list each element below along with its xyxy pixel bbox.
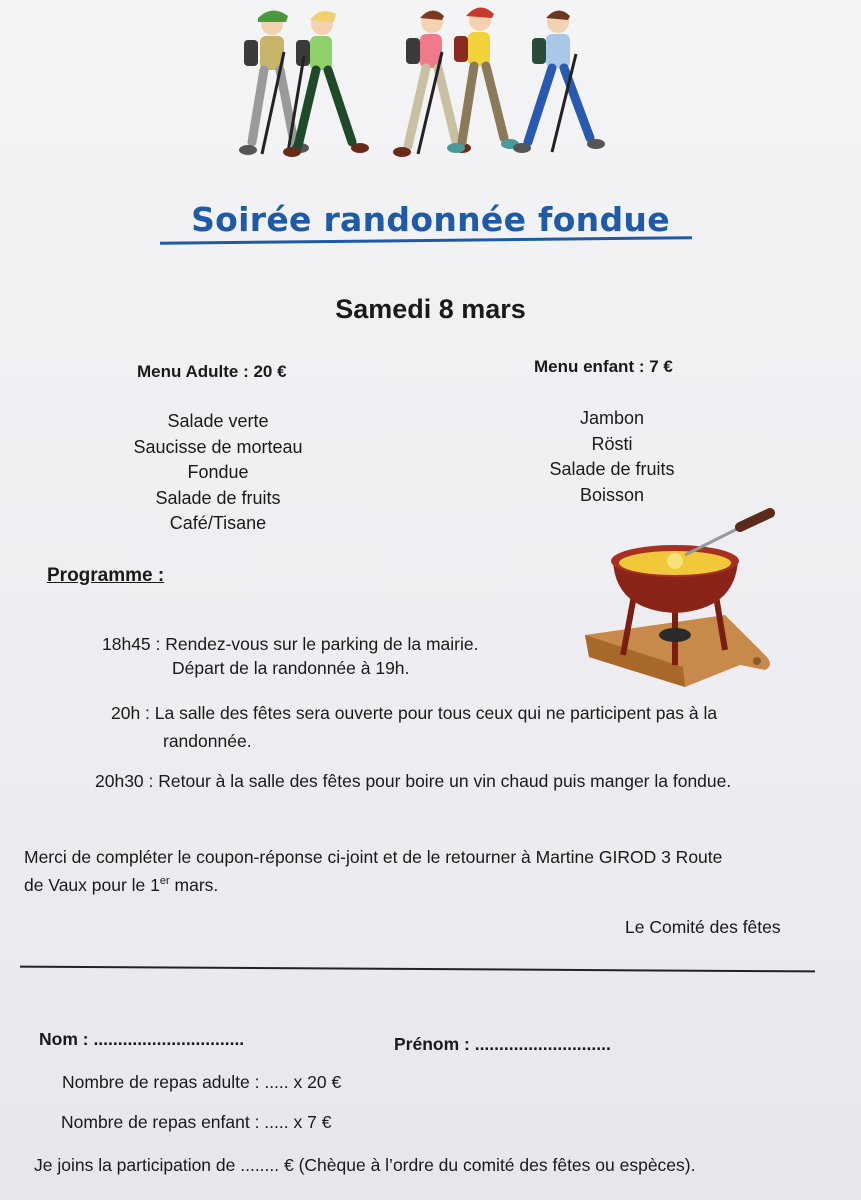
menu-child-item: Boisson — [579, 484, 645, 505]
menu-adult-item: Fondue — [187, 462, 249, 482]
ordinal-suffix: er — [159, 875, 170, 888]
menu-adult-item: Saucisse de morteau — [133, 436, 303, 457]
programme-entry-line: 20h : La salle des fêtes sera ouverte pour tous ceux qui ne participent pas à la — [111, 703, 718, 723]
nom-field: Nom : ............................... — [39, 1029, 245, 1049]
repas-adulte-field: Nombre de repas adulte : ..... x 20 € — [62, 1072, 342, 1092]
menu-adult-item: Salade verte — [167, 411, 269, 431]
coupon-message-line — [24, 871, 722, 899]
menu-adult-heading: Menu Adulte : 20 € — [137, 362, 287, 381]
menu-adult-list — [112, 409, 324, 537]
programme-entry-2 — [111, 701, 717, 753]
signature: Le Comité des fêtes — [625, 917, 781, 937]
programme-entry-line: Départ de la randonnée à 19h. — [172, 658, 410, 678]
programme-entry-3: 20h30 : Retour à la salle des fêtes pour boire un vin chaud puis manger la fondue. — [95, 771, 732, 791]
event-date: Samedi 8 mars — [335, 294, 526, 324]
cut-line — [20, 966, 815, 973]
programme-entry-line: 18h45 : Rendez-vous sur le parking de la mairie. — [102, 634, 479, 654]
menu-adult-item: Café/Tisane — [169, 513, 267, 533]
programme-entry-1 — [102, 632, 478, 680]
menu-child-item: Rösti — [591, 433, 633, 454]
coupon-message-line: Merci de compléter le coupon-réponse ci-joint et de le retourner à Martine GIROD 3 Route — [24, 847, 723, 867]
programme-entry-line: randonnée. — [163, 731, 252, 751]
menu-child-item: Jambon — [579, 408, 645, 428]
repas-enfant-field: Nombre de repas enfant : ..... x 7 € — [61, 1112, 332, 1132]
programme-heading: Programme : — [47, 565, 165, 586]
menu-child-heading: Menu enfant : 7 € — [534, 357, 673, 376]
hikers-illustration — [222, 2, 622, 162]
menu-adult-item: Salade de fruits — [155, 487, 281, 508]
participation-field: Je joins la participation de ........ € (Chèque à l’ordre du comité des fêtes ou espèces). — [34, 1155, 696, 1175]
prenom-field: Prénom : ............................ — [394, 1034, 611, 1054]
menu-child-item: Salade de fruits — [549, 459, 675, 479]
coupon-message — [24, 843, 722, 899]
coupon-message-text: mars. — [169, 875, 219, 895]
menu-child-list — [527, 406, 697, 508]
coupon-message-text: de Vaux pour le 1 — [24, 875, 160, 895]
page-title: Soirée randonnée fondue — [191, 200, 670, 239]
fondue-pot-illustration — [575, 505, 780, 695]
